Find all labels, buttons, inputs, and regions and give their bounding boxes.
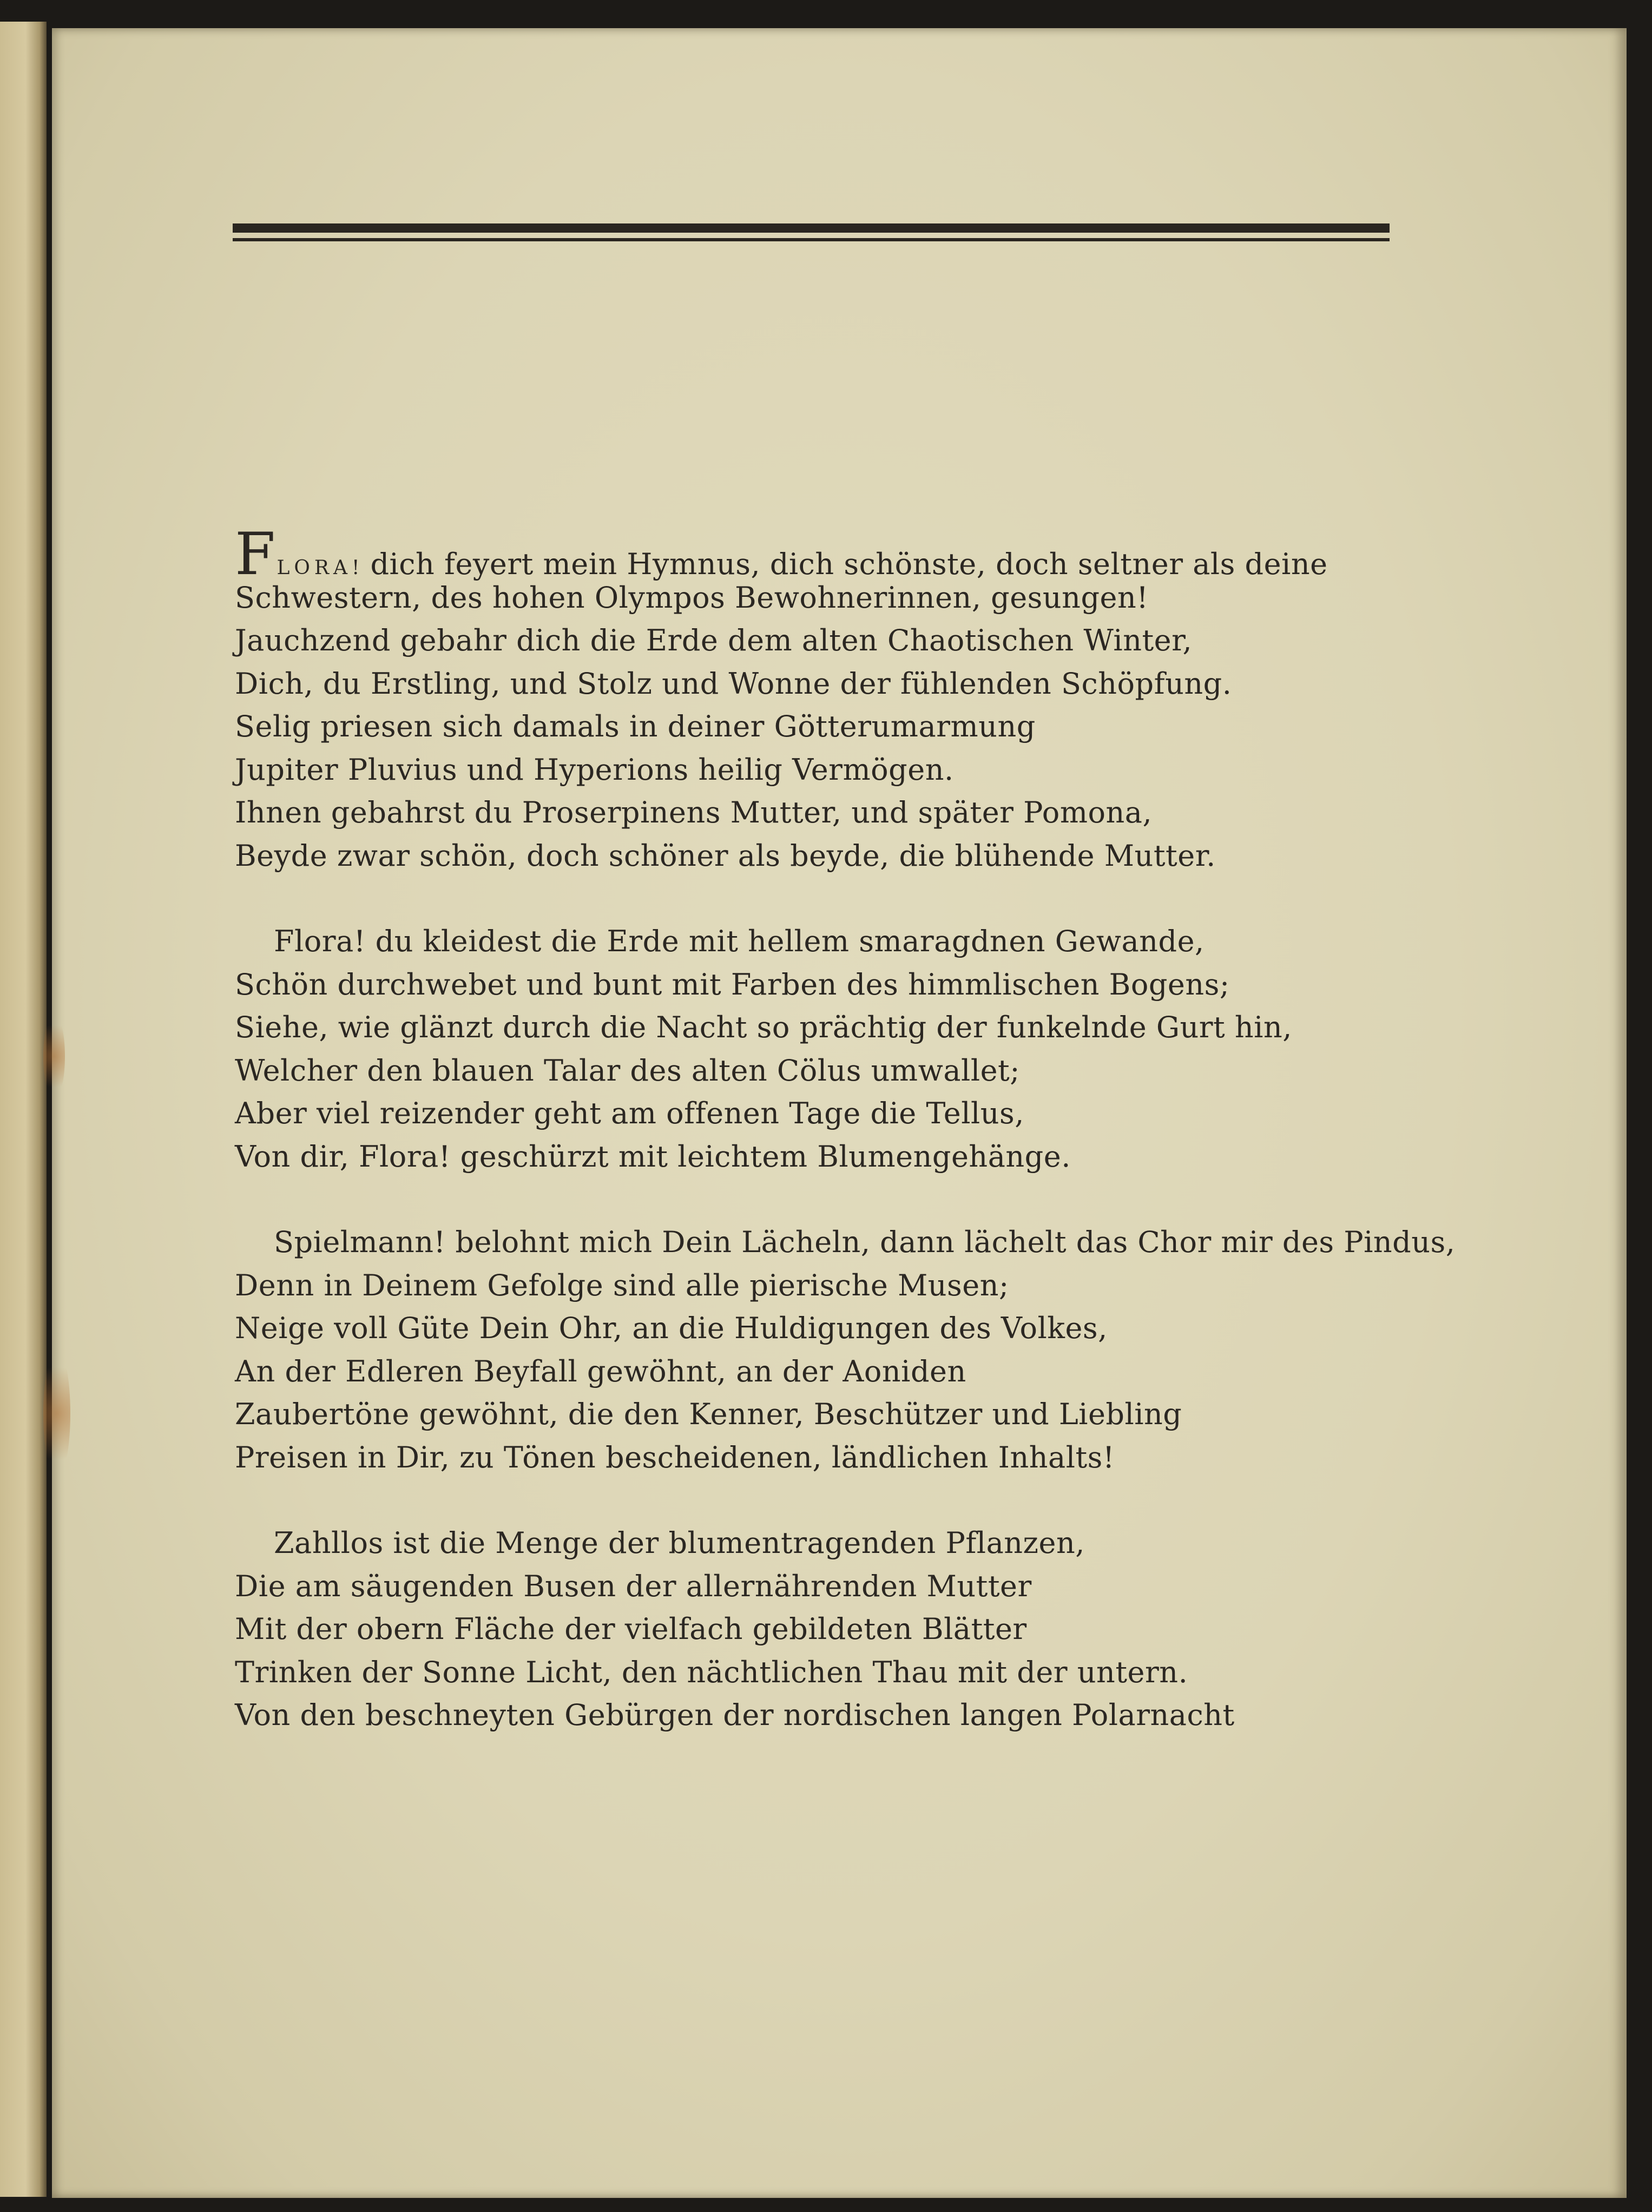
poem-line: Von den beschneyten Gebürgen der nordischen langen Polarnacht	[235, 1698, 1235, 1732]
poem-line: Mit der obern Fläche der vielfach gebildeten Blätter	[235, 1612, 1027, 1646]
poem-line: Flora! du kleidest die Erde mit hellem smaragdnen Gewande,	[274, 924, 1205, 958]
stanza-gap	[235, 1178, 1447, 1221]
poem-line: Aber viel reizender geht am offenen Tage die Tellus,	[235, 1096, 1024, 1130]
poem-line: Dich, du Erstling, und Stolz und Wonne der fühlenden Schöpfung.	[235, 666, 1232, 701]
stanza-gap	[235, 1479, 1447, 1522]
poem-line: Denn in Deinem Gefolge sind alle pierische Musen;	[235, 1268, 1009, 1302]
poem-line: Selig priesen sich damals in deiner Götterumarmung	[235, 709, 1036, 743]
poem-line: Neige voll Güte Dein Ohr, an die Huldigungen des Volkes,	[235, 1311, 1108, 1345]
poem-line: Von dir, Flora! geschürzt mit leichtem Blumengehänge.	[235, 1139, 1071, 1174]
poem-line: Zahllos ist die Menge der blumentragenden Pflanzen,	[274, 1526, 1085, 1560]
poem-line: Jauchzend gebahr dich die Erde dem alten Chaotischen Winter,	[235, 623, 1193, 657]
poem-line: Welcher den blauen Talar des alten Cölus umwallet;	[235, 1053, 1020, 1088]
poem-line: Schön durchwebet und bunt mit Farben des himmlischen Bogens;	[235, 967, 1230, 1002]
poem-line: Spielmann! belohnt mich Dein Lächeln, dann lächelt das Chor mir des Pindus,	[274, 1225, 1456, 1259]
poem-line: Siehe, wie glänzt durch die Nacht so prächtig der funkelnde Gurt hin,	[235, 1010, 1292, 1044]
line-text: dich feyert mein Hymnus, dich schönste, doch seltner als deine	[370, 547, 1328, 581]
left-page-edge	[0, 22, 47, 2197]
poem-line: Trinken der Sonne Licht, den nächtlichen Thau mit der untern.	[235, 1655, 1188, 1689]
header-rule-thin	[233, 238, 1390, 241]
poem-line: Beyde zwar schön, doch schöner als beyde, die blühende Mutter.	[235, 838, 1216, 873]
stanza-gap	[235, 877, 1447, 920]
poem-line: Ihnen gebahrst du Proserpinens Mutter, und später Pomona,	[235, 795, 1153, 830]
poem-line: Jupiter Pluvius und Hyperions heilig Vermögen.	[235, 752, 954, 787]
foxing-stain	[43, 1348, 70, 1478]
poem-line: An der Edleren Beyfall gewöhnt, an der Aoniden	[235, 1354, 966, 1388]
poem-line: Die am säugenden Busen der allernährenden Mutter	[235, 1569, 1032, 1603]
poem-line: Zaubertöne gewöhnt, die den Kenner, Beschützer und Liebling	[235, 1397, 1182, 1431]
poem-line: Schwestern, des hohen Olympos Bewohnerinnen, gesungen!	[235, 580, 1149, 615]
poem-line	[235, 521, 1447, 588]
drop-cap: F	[235, 521, 276, 588]
small-caps-word: LORA!	[277, 557, 364, 579]
poem-line: Preisen in Dir, zu Tönen bescheidenen, ländlichen Inhalts!	[235, 1440, 1115, 1474]
header-rule-thick	[233, 223, 1390, 233]
poem-text	[235, 521, 1456, 1737]
foxing-stain	[43, 1013, 65, 1100]
